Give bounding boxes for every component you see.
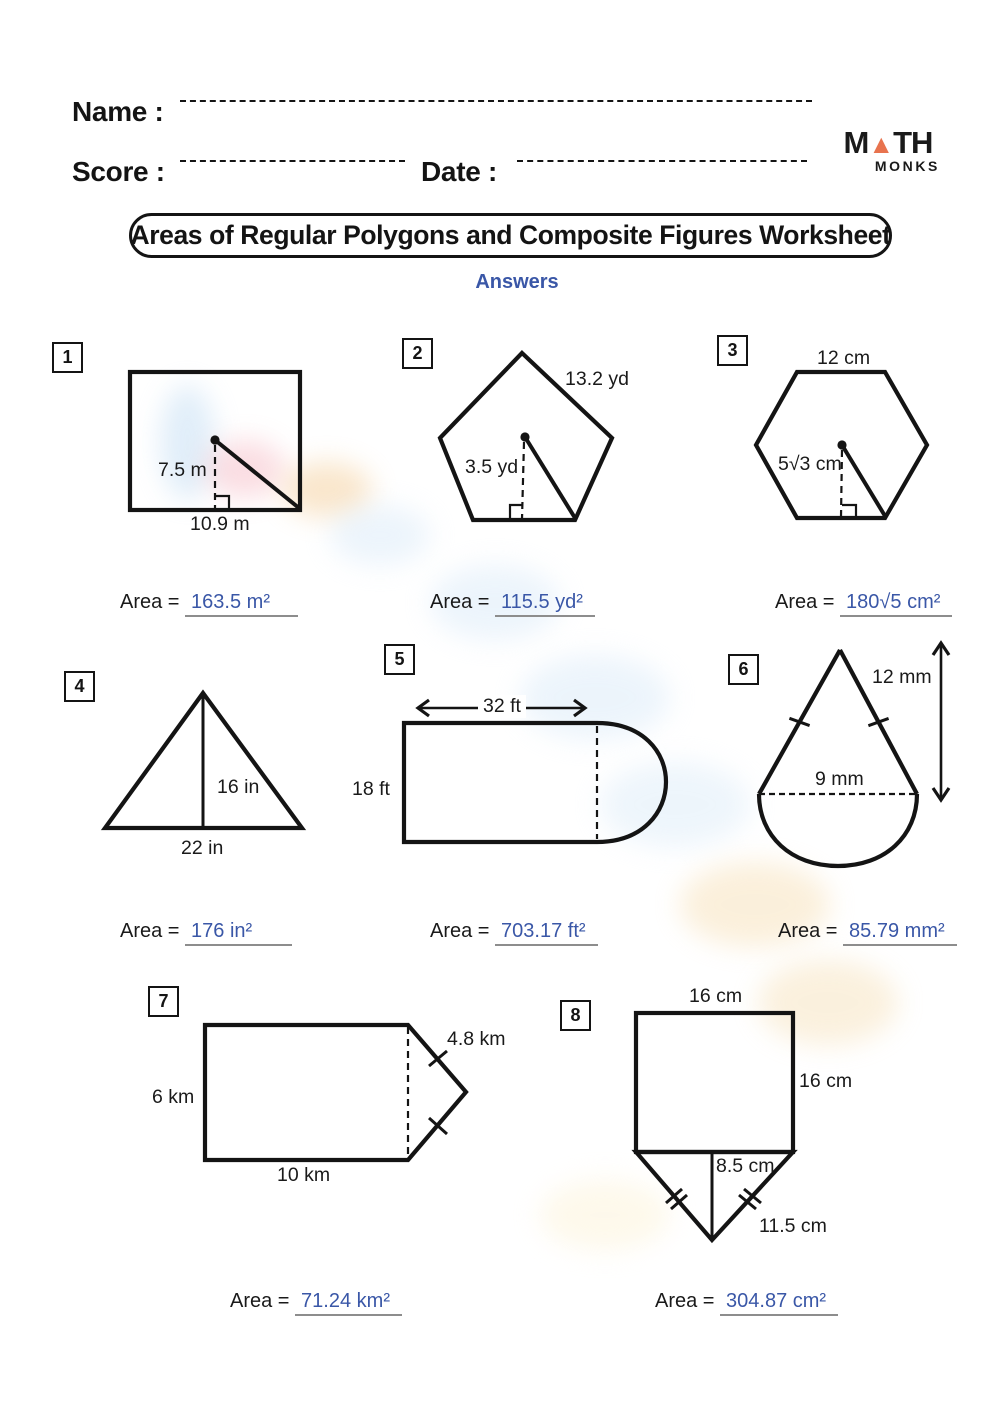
area-answer: 115.5 yd² [495,591,595,617]
name-label: Name : [72,96,164,127]
area-answer: 304.87 cm² [720,1290,838,1316]
height-dimension-arrow [928,640,954,805]
problem-5-number: 5 [384,644,415,675]
area-answer: 163.5 m² [185,591,298,617]
dim-label: 11.5 cm [759,1215,827,1237]
dim-label: 7.5 m [158,459,207,481]
problem-7-area [230,1290,402,1313]
area-label: Area = [775,591,835,613]
area-label: Area = [430,920,490,942]
name-blank-line [180,100,812,102]
dim-label: 13.2 yd [565,368,629,390]
logo-top-row: M▲TH [843,125,933,160]
area-answer: 176 in² [185,920,292,946]
dim-label: 4.8 km [447,1028,506,1050]
problem-3-area [775,591,952,614]
problem-7-number: 7 [148,986,179,1017]
dim-label: 6 km [152,1086,195,1108]
dim-label: 5√3 cm [778,453,842,475]
dim-label: 16 in [217,776,260,798]
dim-label: 16 cm [689,985,743,1007]
problem-1-figure-rectangle [126,366,311,518]
problem-1-area [120,591,298,614]
problem-4-figure-triangle [93,686,318,836]
score-blank-line [180,160,405,162]
logo-triangle-icon: ▲ [868,129,894,159]
problem-3-figure-hexagon [753,362,943,527]
area-answer: 703.17 ft² [495,920,598,946]
worksheet-title: Areas of Regular Polygons and Composite Figures Worksheet [129,213,892,258]
area-label: Area = [230,1290,290,1312]
problem-8-number: 8 [560,1000,591,1031]
area-label: Area = [778,920,838,942]
problem-7-figure-pentagon-arrow [198,1014,483,1174]
problem-4-number: 4 [64,671,95,702]
dim-label: 12 cm [817,347,871,369]
dim-label: 22 in [181,837,224,859]
area-label: Area = [120,591,180,613]
dim-label: 10 km [277,1164,331,1186]
problem-5-area [430,920,598,943]
dim-label: 3.5 yd [465,456,519,478]
area-answer: 71.24 km² [295,1290,402,1316]
problem-3-number: 3 [717,335,748,366]
dim-label: 9 mm [815,768,864,790]
math-monks-logo [836,127,940,173]
area-label: Area = [430,591,490,613]
area-answer: 85.79 mm² [843,920,957,946]
watermark-blob [330,505,430,565]
area-label: Area = [120,920,180,942]
problem-6-number: 6 [728,654,759,685]
problem-1-number: 1 [52,342,83,373]
answers-heading: Answers [475,271,559,293]
date-label: Date : [421,156,497,187]
dim-label: 18 ft [352,778,390,800]
area-answer: 180√5 cm² [840,591,952,617]
problem-8-area [655,1290,838,1313]
dim-label: 10.9 m [190,513,250,535]
problem-2-number: 2 [402,338,433,369]
dim-label: 32 ft [478,695,526,718]
date-blank-line [517,160,807,162]
area-label: Area = [655,1290,715,1312]
dim-label: 12 mm [872,666,932,688]
problem-5-figure-rectangle-semicircle [396,716,681,851]
score-label: Score : [72,156,165,187]
problem-6-area [778,920,957,943]
problem-4-area [120,920,292,943]
problem-2-area [430,591,595,614]
logo-bottom-row: MONKS [874,158,940,174]
dim-label: 16 cm [799,1070,853,1092]
dim-label: 8.5 cm [716,1155,775,1177]
